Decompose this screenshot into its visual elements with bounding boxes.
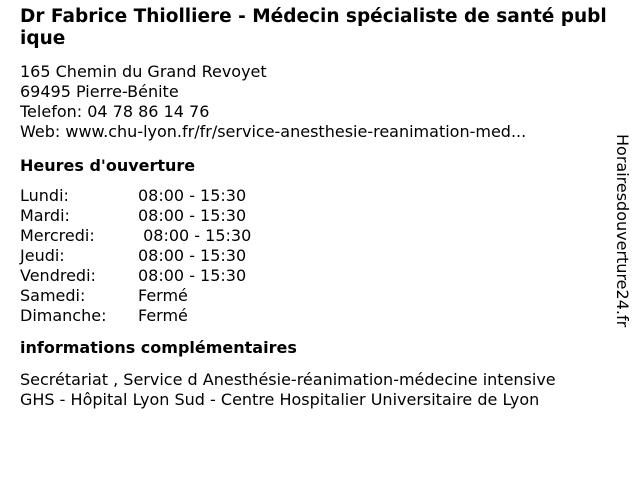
hours-row <box>20 306 251 326</box>
info-heading: informations complémentaires <box>20 338 297 357</box>
hours-row <box>20 266 251 286</box>
hours-row <box>20 226 251 246</box>
day-label: Dimanche: <box>20 306 107 325</box>
day-label: Mercredi: <box>20 226 95 245</box>
day-hours: Fermé <box>138 286 188 305</box>
street-address: 165 Chemin du Grand Revoyet <box>20 62 267 81</box>
hours-row <box>20 246 251 266</box>
phone-number[interactable]: Telefon: 04 78 86 14 76 <box>20 102 210 121</box>
hours-heading: Heures d'ouverture <box>20 156 196 175</box>
hours-row <box>20 206 251 226</box>
website-link[interactable]: Web: www.chu-lyon.fr/fr/service-anesthesie-reanimation-med... <box>20 122 527 141</box>
listing-card <box>20 6 608 410</box>
city-address: 69495 Pierre-Bénite <box>20 82 179 101</box>
hours-row <box>20 186 251 206</box>
info-line-department: Secrétariat , Service d Anesthésie-réanimation-médecine intensive <box>20 370 556 389</box>
day-hours: 08:00 - 15:30 <box>138 206 247 225</box>
day-label: Mardi: <box>20 206 70 225</box>
day-hours: 08:00 - 15:30 <box>138 186 247 205</box>
day-label: Jeudi: <box>20 246 65 265</box>
site-watermark: Horairesdouverture24.fr <box>613 134 632 328</box>
hours-table <box>20 186 251 326</box>
day-hours: 08:00 - 15:30 <box>138 266 247 285</box>
day-hours: 08:00 - 15:30 <box>138 226 252 245</box>
page-title: Dr Fabrice Thiolliere - Médecin spécialiste de santé publique <box>20 6 607 49</box>
hours-row <box>20 286 251 306</box>
day-label: Samedi: <box>20 286 86 305</box>
address-block <box>20 62 608 142</box>
day-hours: Fermé <box>138 306 188 325</box>
info-line-hospital: GHS - Hôpital Lyon Sud - Centre Hospitalier Universitaire de Lyon <box>20 390 540 409</box>
day-hours: 08:00 - 15:30 <box>138 246 247 265</box>
info-block <box>20 370 608 410</box>
day-label: Lundi: <box>20 186 69 205</box>
day-label: Vendredi: <box>20 266 96 285</box>
